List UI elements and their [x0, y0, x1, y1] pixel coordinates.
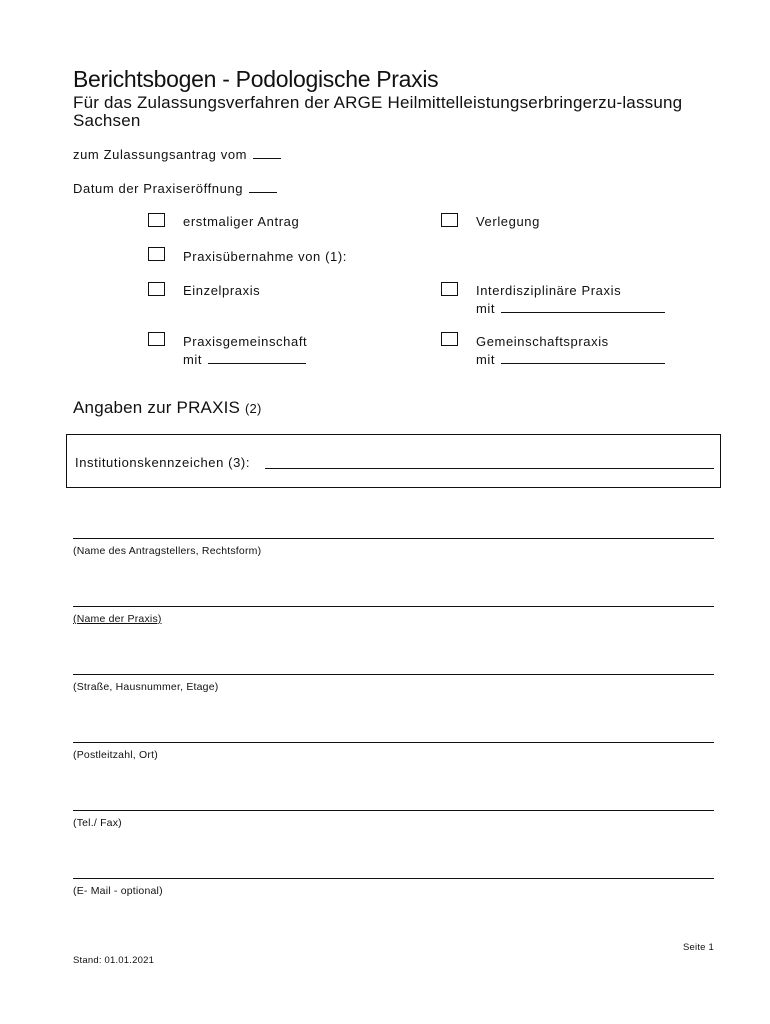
- checkbox-praxisuebernahme[interactable]: [148, 247, 165, 261]
- option-verlegung-label: Verlegung: [476, 214, 540, 229]
- checkbox-einzelpraxis[interactable]: [148, 282, 165, 296]
- strasse-caption: (Straße, Hausnummer, Etage): [73, 681, 219, 693]
- option-einzelpraxis-label: Einzelpraxis: [183, 283, 261, 298]
- email-caption: (E- Mail - optional): [73, 885, 163, 897]
- option-praxisgemeinschaft-label: Praxisgemeinschaft: [183, 334, 308, 349]
- praxisgemeinschaft-mit-field[interactable]: [208, 352, 306, 364]
- eroeffnung-date-field[interactable]: [249, 181, 277, 193]
- antragsteller-input-line[interactable]: [73, 538, 714, 539]
- option-interdisziplinaer-mit-row: [476, 300, 665, 318]
- antrag-date-field[interactable]: [253, 147, 281, 159]
- document-subtitle: [73, 94, 713, 130]
- mit-label: mit: [476, 352, 496, 367]
- praxisname-caption: (Name der Praxis): [73, 613, 162, 625]
- checkbox-erstmaliger-antrag[interactable]: [148, 213, 165, 227]
- section-heading: [73, 398, 262, 418]
- option-gemeinschaftspraxis-mit-row: [476, 351, 665, 369]
- checkbox-gemeinschaftspraxis[interactable]: [441, 332, 458, 346]
- stand-date: Stand: 01.01.2021: [73, 955, 155, 966]
- plz-ort-caption: (Postleitzahl, Ort): [73, 749, 158, 761]
- praxisname-input-line[interactable]: [73, 606, 714, 607]
- ik-box: [66, 434, 721, 488]
- tel-fax-input-line[interactable]: [73, 810, 714, 811]
- option-interdisziplinaer: [476, 282, 665, 318]
- gemeinschaftspraxis-mit-field[interactable]: [501, 352, 665, 364]
- eroeffnung-date-row: [73, 181, 277, 196]
- option-interdisziplinaer-label: Interdisziplinäre Praxis: [476, 283, 622, 298]
- option-praxisgemeinschaft: [183, 333, 307, 369]
- document-title: Berichtsbogen - Podologische Praxis: [73, 66, 439, 92]
- option-praxisuebernahme-label: Praxisübernahme von (1):: [183, 249, 347, 264]
- antrag-date-label: zum Zulassungsantrag vom: [73, 147, 248, 162]
- plz-ort-input-line[interactable]: [73, 742, 714, 743]
- option-erstmaliger-antrag-label: erstmaliger Antrag: [183, 214, 300, 229]
- page-number: Seite 1: [683, 942, 714, 953]
- email-input-line[interactable]: [73, 878, 714, 879]
- antragsteller-caption: (Name des Antragstellers, Rechtsform): [73, 545, 262, 557]
- tel-fax-caption: (Tel./ Fax): [73, 817, 122, 829]
- section-heading-note: (2): [245, 401, 262, 416]
- ik-input-line[interactable]: [265, 468, 714, 469]
- eroeffnung-date-label: Datum der Praxiseröffnung: [73, 181, 244, 196]
- option-gemeinschaftspraxis-label: Gemeinschaftspraxis: [476, 334, 609, 349]
- option-gemeinschaftspraxis: [476, 333, 665, 369]
- checkbox-interdisziplinaer[interactable]: [441, 282, 458, 296]
- ik-label: Institutionskennzeichen (3):: [75, 455, 251, 470]
- option-praxisgemeinschaft-mit-row: [183, 351, 307, 369]
- strasse-input-line[interactable]: [73, 674, 714, 675]
- checkbox-verlegung[interactable]: [441, 213, 458, 227]
- mit-label: mit: [183, 352, 203, 367]
- section-heading-text: Angaben zur PRAXIS: [73, 398, 241, 417]
- mit-label: mit: [476, 301, 496, 316]
- antrag-date-row: [73, 147, 281, 162]
- checkbox-praxisgemeinschaft[interactable]: [148, 332, 165, 346]
- interdisziplinaer-mit-field[interactable]: [501, 301, 665, 313]
- document-subtitle-text: Für das Zulassungsverfahren der ARGE Heilmittelleistungserbringerzu-lassung Sachsen: [73, 93, 683, 130]
